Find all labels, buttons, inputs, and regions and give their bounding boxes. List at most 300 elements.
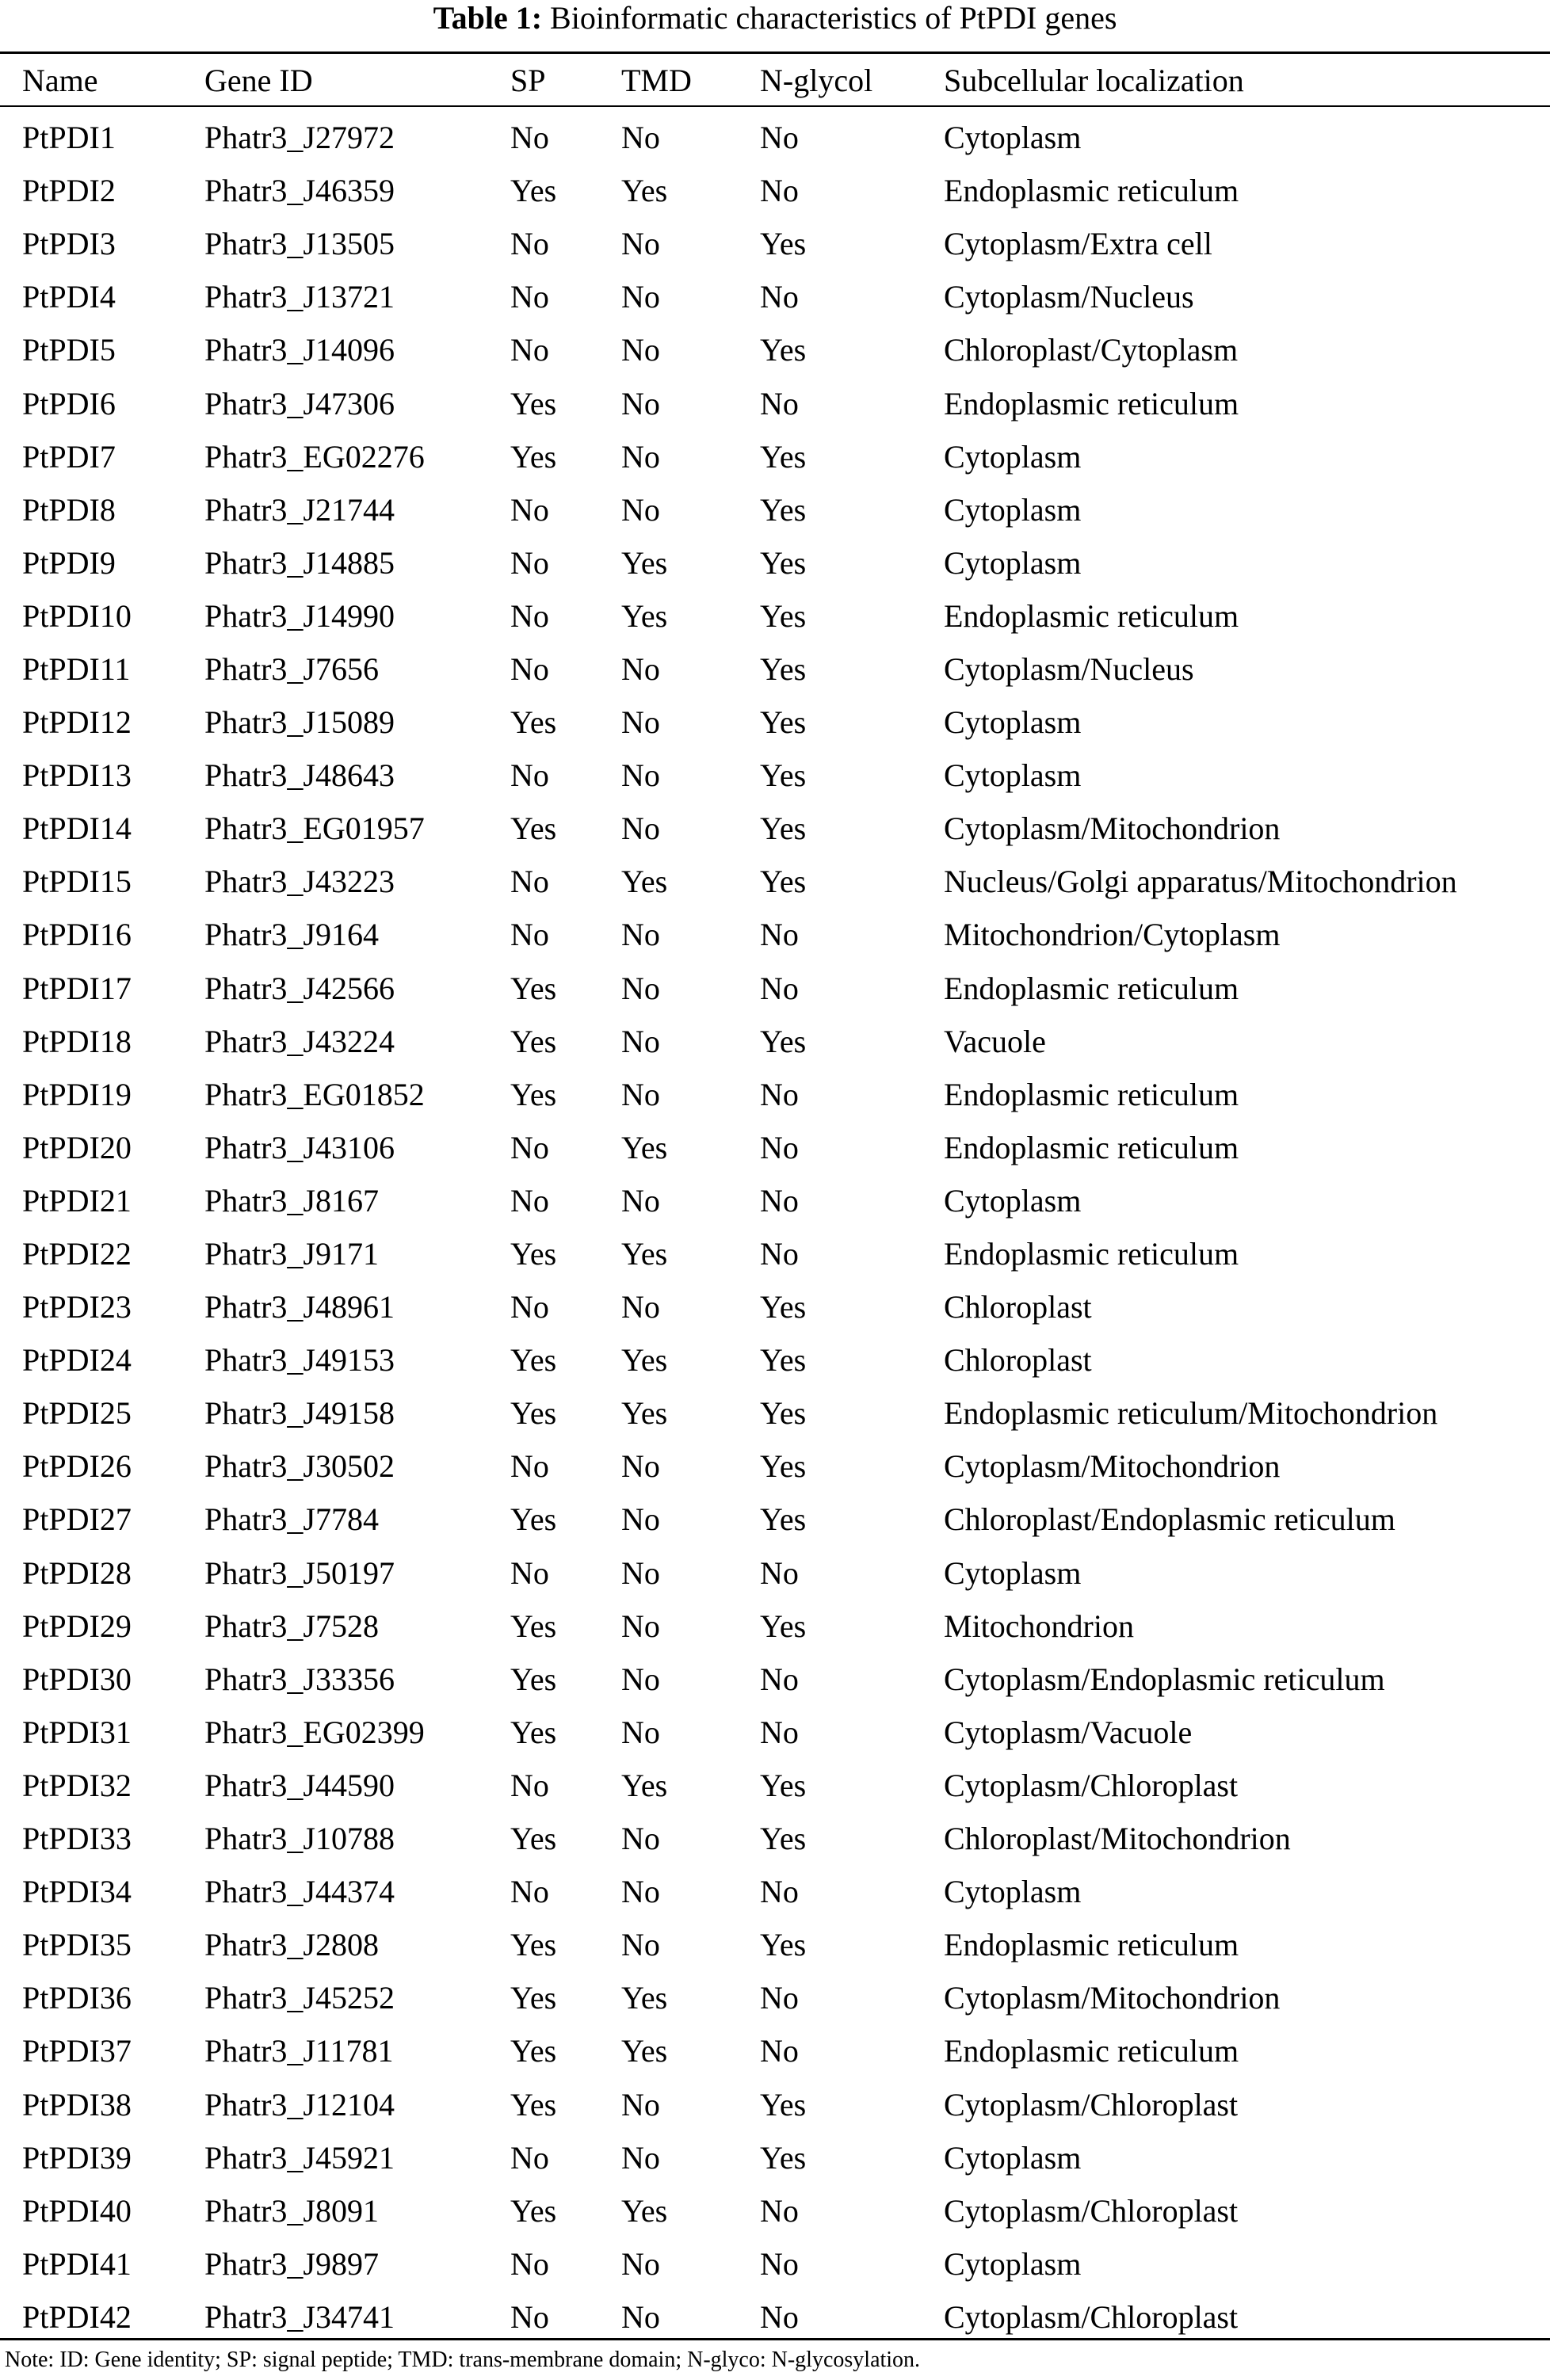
cell-tmd: No xyxy=(621,1874,660,1910)
cell-n-glycol: No xyxy=(760,2298,799,2335)
cell-name: PtPDI42 xyxy=(22,2298,132,2335)
cell-n-glycol: No xyxy=(760,1661,799,1697)
table-note: Note: ID: Gene identity; SP: signal peptide; TMD: trans-membrane domain; N-glyco: N-glycosylation. xyxy=(5,2348,921,2372)
cell-tmd: No xyxy=(621,1554,660,1591)
cell-localization: Vacuole xyxy=(944,1023,1046,1059)
cell-tmd: No xyxy=(621,2139,660,2176)
cell-tmd: No xyxy=(621,438,660,475)
cell-localization: Cytoplasm/Chloroplast xyxy=(944,2298,1239,2335)
cell-tmd: No xyxy=(621,917,660,953)
cell-tmd: Yes xyxy=(621,1236,668,1272)
cell-sp: Yes xyxy=(510,970,557,1006)
cell-sp: Yes xyxy=(510,2086,557,2123)
column-header-localization: Subcellular localization xyxy=(944,62,1244,98)
cell-name: PtPDI35 xyxy=(22,1927,132,1963)
cell-name: PtPDI12 xyxy=(22,704,132,741)
cell-localization: Cytoplasm/Mitochondrion xyxy=(944,1980,1281,2016)
cell-n-glycol: Yes xyxy=(760,757,807,794)
cell-gene-id: Phatr3_J7528 xyxy=(204,1608,379,1644)
cell-gene-id: Phatr3_J14096 xyxy=(204,332,395,368)
cell-tmd: No xyxy=(621,1182,660,1219)
cell-name: PtPDI32 xyxy=(22,1767,132,1803)
cell-n-glycol: No xyxy=(760,1076,799,1112)
cell-localization: Endoplasmic reticulum xyxy=(944,1076,1239,1112)
table-body xyxy=(0,111,1550,2344)
cell-sp: Yes xyxy=(510,385,557,421)
cell-localization: Cytoplasm xyxy=(944,491,1082,528)
cell-sp: No xyxy=(510,597,549,634)
cell-gene-id: Phatr3_J43224 xyxy=(204,1023,395,1059)
table-row xyxy=(0,1493,1550,1546)
column-header-n-glycol: N-glycol xyxy=(760,62,873,98)
cell-name: PtPDI16 xyxy=(22,917,132,953)
cell-name: PtPDI31 xyxy=(22,1714,132,1750)
cell-n-glycol: Yes xyxy=(760,544,807,581)
cell-name: PtPDI15 xyxy=(22,864,132,900)
cell-tmd: Yes xyxy=(621,1129,668,1165)
cell-localization: Endoplasmic reticulum xyxy=(944,597,1239,634)
table-row xyxy=(0,589,1550,643)
cell-tmd: No xyxy=(621,970,660,1006)
cell-tmd: Yes xyxy=(621,1342,668,1379)
cell-n-glycol: Yes xyxy=(760,2139,807,2176)
cell-n-glycol: Yes xyxy=(760,597,807,634)
cell-localization: Cytoplasm xyxy=(944,2139,1082,2176)
table-row xyxy=(0,643,1550,696)
cell-localization: Cytoplasm/Mitochondrion xyxy=(944,1448,1281,1485)
table-row xyxy=(0,1386,1550,1440)
cell-gene-id: Phatr3_J15089 xyxy=(204,704,395,741)
cell-gene-id: Phatr3_J13505 xyxy=(204,226,395,262)
table-row xyxy=(0,1547,1550,1600)
table-header xyxy=(0,55,1550,105)
cell-n-glycol: No xyxy=(760,385,799,421)
cell-localization: Cytoplasm/Chloroplast xyxy=(944,1767,1239,1803)
column-header-name: Name xyxy=(22,62,98,98)
caption-label: Table 1: xyxy=(433,0,543,36)
cell-name: PtPDI8 xyxy=(22,491,116,528)
cell-n-glycol: No xyxy=(760,1554,799,1591)
caption-text: Bioinformatic characteristics of PtPDI genes xyxy=(542,0,1117,36)
cell-gene-id: Phatr3_J49153 xyxy=(204,1342,395,1379)
cell-name: PtPDI34 xyxy=(22,1874,132,1910)
cell-name: PtPDI11 xyxy=(22,650,131,687)
cell-sp: No xyxy=(510,544,549,581)
cell-name: PtPDI10 xyxy=(22,597,132,634)
table-row xyxy=(0,855,1550,908)
table-row xyxy=(0,217,1550,270)
cell-gene-id: Phatr3_J30502 xyxy=(204,1448,395,1485)
cell-localization: Cytoplasm/Nucleus xyxy=(944,650,1194,687)
cell-sp: Yes xyxy=(510,810,557,847)
cell-gene-id: Phatr3_J45921 xyxy=(204,2139,395,2176)
cell-name: PtPDI13 xyxy=(22,757,132,794)
cell-gene-id: Phatr3_J8167 xyxy=(204,1182,379,1219)
cell-localization: Cytoplasm xyxy=(944,544,1082,581)
cell-localization: Cytoplasm/Endoplasmic reticulum xyxy=(944,1661,1385,1697)
cell-n-glycol: No xyxy=(760,120,799,156)
cell-tmd: No xyxy=(621,491,660,528)
cell-gene-id: Phatr3_J2808 xyxy=(204,1927,379,1963)
cell-sp: Yes xyxy=(510,1821,557,1857)
cell-n-glycol: No xyxy=(760,1182,799,1219)
cell-gene-id: Phatr3_J44374 xyxy=(204,1874,395,1910)
cell-sp: No xyxy=(510,757,549,794)
cell-localization: Chloroplast/Endoplasmic reticulum xyxy=(944,1501,1395,1538)
cell-gene-id: Phatr3_J8091 xyxy=(204,2192,379,2229)
cell-sp: Yes xyxy=(510,1501,557,1538)
cell-gene-id: Phatr3_J10788 xyxy=(204,1821,395,1857)
cell-localization: Chloroplast xyxy=(944,1289,1092,1325)
cell-name: PtPDI7 xyxy=(22,438,116,475)
cell-name: PtPDI25 xyxy=(22,1395,132,1432)
cell-n-glycol: Yes xyxy=(760,1342,807,1379)
table-row xyxy=(0,749,1550,802)
cell-sp: Yes xyxy=(510,1395,557,1432)
table-row xyxy=(0,1918,1550,1971)
cell-localization: Endoplasmic reticulum xyxy=(944,970,1239,1006)
column-header-gene-id: Gene ID xyxy=(204,62,313,98)
cell-sp: No xyxy=(510,2245,549,2282)
table-row xyxy=(0,1706,1550,1759)
cell-n-glycol: Yes xyxy=(760,1927,807,1963)
cell-sp: No xyxy=(510,1767,549,1803)
cell-tmd: No xyxy=(621,704,660,741)
cell-localization: Cytoplasm xyxy=(944,438,1082,475)
cell-localization: Cytoplasm xyxy=(944,757,1082,794)
cell-localization: Endoplasmic reticulum xyxy=(944,385,1239,421)
cell-name: PtPDI9 xyxy=(22,544,116,581)
cell-gene-id: Phatr3_EG01852 xyxy=(204,1076,425,1112)
table-row xyxy=(0,2290,1550,2344)
cell-localization: Cytoplasm/Mitochondrion xyxy=(944,810,1281,847)
cell-sp: Yes xyxy=(510,1342,557,1379)
cell-tmd: No xyxy=(621,1608,660,1644)
cell-name: PtPDI5 xyxy=(22,332,116,368)
cell-gene-id: Phatr3_J33356 xyxy=(204,1661,395,1697)
cell-tmd: No xyxy=(621,1448,660,1485)
cell-tmd: No xyxy=(621,2086,660,2123)
cell-n-glycol: No xyxy=(760,173,799,209)
cell-gene-id: Phatr3_EG02399 xyxy=(204,1714,425,1750)
cell-gene-id: Phatr3_J42566 xyxy=(204,970,395,1006)
cell-n-glycol: Yes xyxy=(760,438,807,475)
table-row xyxy=(0,1865,1550,1918)
cell-name: PtPDI30 xyxy=(22,1661,132,1697)
table-row xyxy=(0,1759,1550,1812)
cell-name: PtPDI28 xyxy=(22,1554,132,1591)
cell-sp: Yes xyxy=(510,1980,557,2016)
table-row xyxy=(0,1174,1550,1227)
cell-tmd: No xyxy=(621,385,660,421)
cell-name: PtPDI1 xyxy=(22,120,116,156)
cell-n-glycol: No xyxy=(760,1714,799,1750)
table-row xyxy=(0,376,1550,429)
cell-sp: No xyxy=(510,917,549,953)
cell-sp: Yes xyxy=(510,1023,557,1059)
cell-n-glycol: No xyxy=(760,1129,799,1165)
cell-tmd: Yes xyxy=(621,1395,668,1432)
table-row xyxy=(0,1971,1550,2024)
cell-name: PtPDI33 xyxy=(22,1821,132,1857)
cell-localization: Cytoplasm xyxy=(944,1874,1082,1910)
cell-sp: Yes xyxy=(510,1927,557,1963)
cell-n-glycol: Yes xyxy=(760,2086,807,2123)
cell-tmd: No xyxy=(621,2298,660,2335)
cell-n-glycol: No xyxy=(760,279,799,315)
cell-sp: No xyxy=(510,864,549,900)
cell-sp: No xyxy=(510,120,549,156)
cell-sp: No xyxy=(510,1554,549,1591)
cell-gene-id: Phatr3_J27972 xyxy=(204,120,395,156)
table-caption xyxy=(0,0,1550,36)
cell-tmd: No xyxy=(621,2245,660,2282)
cell-name: PtPDI14 xyxy=(22,810,132,847)
cell-n-glycol: Yes xyxy=(760,1767,807,1803)
header-rule xyxy=(0,105,1550,107)
cell-gene-id: Phatr3_J14990 xyxy=(204,597,395,634)
cell-n-glycol: Yes xyxy=(760,1023,807,1059)
table-row xyxy=(0,2237,1550,2290)
cell-n-glycol: Yes xyxy=(760,1821,807,1857)
header-row xyxy=(0,55,1550,105)
cell-sp: No xyxy=(510,332,549,368)
table-row xyxy=(0,536,1550,589)
cell-localization: Mitochondrion xyxy=(944,1608,1134,1644)
cell-tmd: Yes xyxy=(621,1767,668,1803)
table-row xyxy=(0,802,1550,855)
cell-localization: Cytoplasm/Vacuole xyxy=(944,1714,1193,1750)
bottom-rule xyxy=(0,2338,1550,2340)
cell-sp: Yes xyxy=(510,1076,557,1112)
cell-n-glycol: No xyxy=(760,2245,799,2282)
cell-gene-id: Phatr3_J9171 xyxy=(204,1236,379,1272)
cell-gene-id: Phatr3_J50197 xyxy=(204,1554,395,1591)
cell-name: PtPDI26 xyxy=(22,1448,132,1485)
top-rule xyxy=(0,51,1550,54)
cell-tmd: No xyxy=(621,120,660,156)
cell-gene-id: Phatr3_J43106 xyxy=(204,1129,395,1165)
cell-sp: Yes xyxy=(510,1714,557,1750)
cell-name: PtPDI29 xyxy=(22,1608,132,1644)
table-row xyxy=(0,2184,1550,2237)
cell-tmd: No xyxy=(621,650,660,687)
cell-tmd: No xyxy=(621,1661,660,1697)
cell-sp: Yes xyxy=(510,1661,557,1697)
cell-name: PtPDI18 xyxy=(22,1023,132,1059)
cell-localization: Cytoplasm/Chloroplast xyxy=(944,2192,1239,2229)
cell-localization: Cytoplasm/Chloroplast xyxy=(944,2086,1239,2123)
table-row xyxy=(0,908,1550,961)
cell-localization: Chloroplast xyxy=(944,1342,1092,1379)
cell-sp: Yes xyxy=(510,704,557,741)
cell-gene-id: Phatr3_EG02276 xyxy=(204,438,425,475)
cell-tmd: Yes xyxy=(621,544,668,581)
cell-sp: No xyxy=(510,1129,549,1165)
cell-gene-id: Phatr3_J47306 xyxy=(204,385,395,421)
table-row xyxy=(0,1440,1550,1493)
cell-name: PtPDI38 xyxy=(22,2086,132,2123)
cell-sp: No xyxy=(510,279,549,315)
cell-localization: Nucleus/Golgi apparatus/Mitochondrion xyxy=(944,864,1457,900)
cell-tmd: No xyxy=(621,279,660,315)
cell-n-glycol: Yes xyxy=(760,1501,807,1538)
cell-tmd: Yes xyxy=(621,2033,668,2069)
table-row xyxy=(0,483,1550,536)
table-row xyxy=(0,962,1550,1015)
table-row xyxy=(0,2077,1550,2130)
cell-gene-id: Phatr3_J43223 xyxy=(204,864,395,900)
cell-gene-id: Phatr3_J13721 xyxy=(204,279,395,315)
column-header-sp: SP xyxy=(510,62,546,98)
table-row xyxy=(0,1068,1550,1121)
cell-n-glycol: Yes xyxy=(760,864,807,900)
cell-gene-id: Phatr3_EG01957 xyxy=(204,810,425,847)
cell-name: PtPDI19 xyxy=(22,1076,132,1112)
cell-localization: Endoplasmic reticulum xyxy=(944,1236,1239,1272)
cell-gene-id: Phatr3_J7656 xyxy=(204,650,379,687)
table-row xyxy=(0,1227,1550,1280)
cell-gene-id: Phatr3_J9897 xyxy=(204,2245,379,2282)
cell-localization: Endoplasmic reticulum xyxy=(944,1129,1239,1165)
table-row xyxy=(0,1333,1550,1386)
cell-tmd: No xyxy=(621,1023,660,1059)
cell-localization: Chloroplast/Mitochondrion xyxy=(944,1821,1291,1857)
cell-sp: Yes xyxy=(510,2192,557,2229)
cell-tmd: No xyxy=(621,1821,660,1857)
cell-sp: No xyxy=(510,1182,549,1219)
cell-n-glycol: Yes xyxy=(760,704,807,741)
cell-gene-id: Phatr3_J14885 xyxy=(204,544,395,581)
cell-n-glycol: No xyxy=(760,2192,799,2229)
cell-tmd: Yes xyxy=(621,1980,668,2016)
cell-localization: Cytoplasm xyxy=(944,1554,1082,1591)
cell-tmd: No xyxy=(621,1076,660,1112)
cell-name: PtPDI2 xyxy=(22,173,116,209)
cell-sp: Yes xyxy=(510,1608,557,1644)
cell-localization: Cytoplasm xyxy=(944,2245,1082,2282)
cell-gene-id: Phatr3_J7784 xyxy=(204,1501,379,1538)
table-row xyxy=(0,164,1550,217)
cell-sp: Yes xyxy=(510,1236,557,1272)
cell-tmd: No xyxy=(621,810,660,847)
cell-name: PtPDI6 xyxy=(22,385,116,421)
cell-n-glycol: Yes xyxy=(760,1448,807,1485)
cell-name: PtPDI22 xyxy=(22,1236,132,1272)
cell-localization: Cytoplasm xyxy=(944,1182,1082,1219)
cell-n-glycol: No xyxy=(760,2033,799,2069)
cell-gene-id: Phatr3_J44590 xyxy=(204,1767,395,1803)
cell-name: PtPDI24 xyxy=(22,1342,132,1379)
cell-gene-id: Phatr3_J45252 xyxy=(204,1980,395,2016)
cell-sp: No xyxy=(510,650,549,687)
cell-n-glycol: Yes xyxy=(760,810,807,847)
cell-localization: Mitochondrion/Cytoplasm xyxy=(944,917,1281,953)
cell-n-glycol: Yes xyxy=(760,491,807,528)
cell-n-glycol: Yes xyxy=(760,650,807,687)
cell-tmd: No xyxy=(621,1289,660,1325)
table-row xyxy=(0,430,1550,483)
cell-n-glycol: Yes xyxy=(760,1395,807,1432)
cell-tmd: Yes xyxy=(621,864,668,900)
cell-gene-id: Phatr3_J9164 xyxy=(204,917,379,953)
cell-name: PtPDI36 xyxy=(22,1980,132,2016)
cell-tmd: No xyxy=(621,1714,660,1750)
cell-tmd: No xyxy=(621,332,660,368)
table-row xyxy=(0,1121,1550,1174)
cell-localization: Endoplasmic reticulum xyxy=(944,173,1239,209)
cell-n-glycol: No xyxy=(760,917,799,953)
cell-n-glycol: Yes xyxy=(760,1608,807,1644)
cell-localization: Cytoplasm xyxy=(944,120,1082,156)
column-header-tmd: TMD xyxy=(621,62,692,98)
cell-name: PtPDI39 xyxy=(22,2139,132,2176)
cell-gene-id: Phatr3_J48961 xyxy=(204,1289,395,1325)
cell-gene-id: Phatr3_J48643 xyxy=(204,757,395,794)
cell-n-glycol: No xyxy=(760,1874,799,1910)
cell-gene-id: Phatr3_J12104 xyxy=(204,2086,395,2123)
table-row xyxy=(0,1015,1550,1068)
cell-tmd: Yes xyxy=(621,2192,668,2229)
cell-localization: Cytoplasm/Nucleus xyxy=(944,279,1194,315)
table-row xyxy=(0,1600,1550,1653)
cell-n-glycol: Yes xyxy=(760,332,807,368)
table-row xyxy=(0,1653,1550,1706)
cell-n-glycol: Yes xyxy=(760,1289,807,1325)
table-row xyxy=(0,1280,1550,1333)
cell-name: PtPDI23 xyxy=(22,1289,132,1325)
table-row xyxy=(0,2131,1550,2184)
cell-gene-id: Phatr3_J49158 xyxy=(204,1395,395,1432)
table-row xyxy=(0,696,1550,749)
cell-tmd: No xyxy=(621,226,660,262)
cell-localization: Endoplasmic reticulum xyxy=(944,2033,1239,2069)
cell-name: PtPDI20 xyxy=(22,1129,132,1165)
cell-sp: No xyxy=(510,2139,549,2176)
cell-gene-id: Phatr3_J11781 xyxy=(204,2033,394,2069)
cell-localization: Cytoplasm xyxy=(944,704,1082,741)
cell-n-glycol: No xyxy=(760,970,799,1006)
cell-gene-id: Phatr3_J46359 xyxy=(204,173,395,209)
cell-name: PtPDI4 xyxy=(22,279,116,315)
cell-name: PtPDI17 xyxy=(22,970,132,1006)
cell-sp: Yes xyxy=(510,438,557,475)
cell-gene-id: Phatr3_J34741 xyxy=(204,2298,395,2335)
table-row xyxy=(0,270,1550,323)
cell-tmd: No xyxy=(621,1927,660,1963)
cell-sp: No xyxy=(510,2298,549,2335)
cell-localization: Chloroplast/Cytoplasm xyxy=(944,332,1239,368)
table-row xyxy=(0,323,1550,376)
table-row xyxy=(0,111,1550,164)
cell-localization: Endoplasmic reticulum xyxy=(944,1927,1239,1963)
cell-sp: No xyxy=(510,1874,549,1910)
cell-sp: No xyxy=(510,1289,549,1325)
cell-name: PtPDI37 xyxy=(22,2033,132,2069)
cell-sp: Yes xyxy=(510,2033,557,2069)
cell-localization: Cytoplasm/Extra cell xyxy=(944,226,1212,262)
cell-n-glycol: No xyxy=(760,1236,799,1272)
cell-tmd: No xyxy=(621,757,660,794)
cell-tmd: Yes xyxy=(621,173,668,209)
cell-name: PtPDI41 xyxy=(22,2245,132,2282)
cell-n-glycol: No xyxy=(760,1980,799,2016)
cell-n-glycol: Yes xyxy=(760,226,807,262)
cell-name: PtPDI27 xyxy=(22,1501,132,1538)
cell-sp: Yes xyxy=(510,173,557,209)
cell-name: PtPDI21 xyxy=(22,1182,132,1219)
cell-tmd: Yes xyxy=(621,597,668,634)
